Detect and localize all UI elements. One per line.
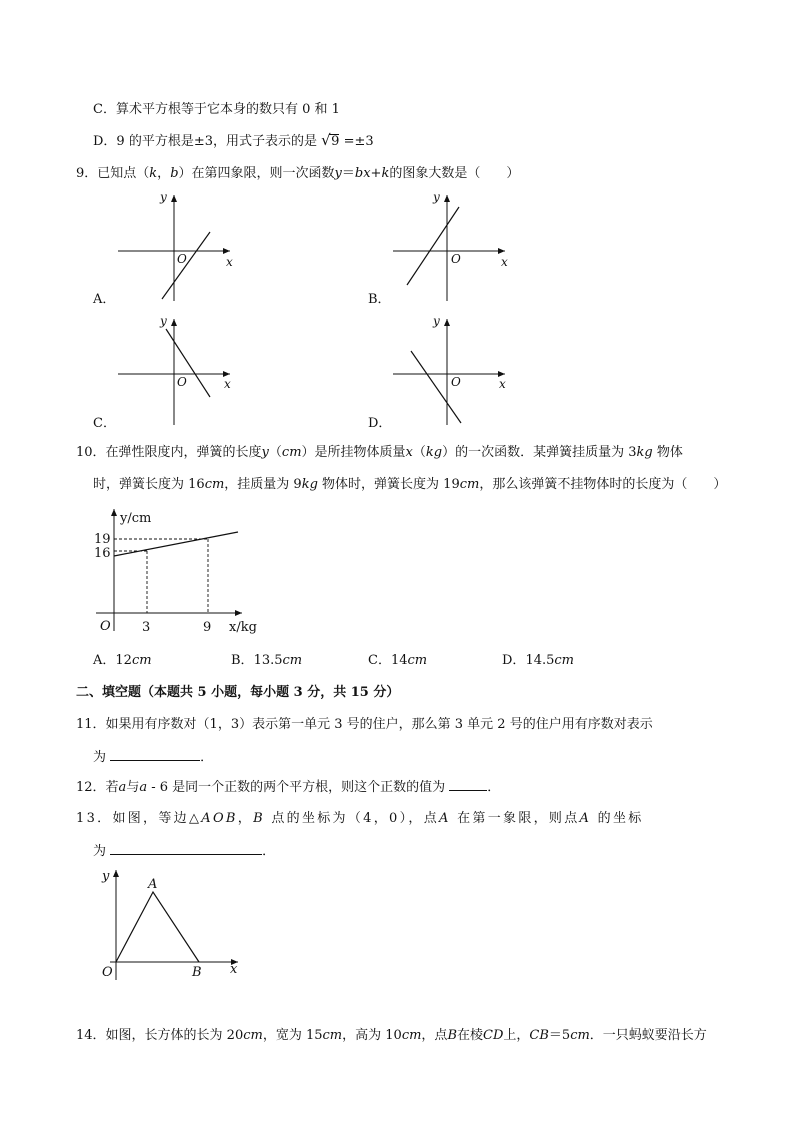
triangle-aob [116,892,199,962]
q9-var-b: b [170,166,179,181]
q8-option-d [93,133,374,151]
q13-text: ． [262,844,276,859]
origin-label: O [177,375,187,389]
function-line [114,532,238,556]
vertex-a-label: A [148,877,158,892]
q8-option-d-text: D．9 的平方根是±3，用式子表示的是 [93,134,317,149]
q13-point-a: A [579,811,592,826]
option-unit: cm [131,653,152,668]
x-label: x [499,377,506,391]
q12-var-a: a [118,780,127,795]
y-label: y [160,314,167,328]
q12-text: ． [487,780,501,795]
q10-text: （ [268,445,282,460]
y-axis-arrow [444,195,450,202]
q10-option-d [502,652,574,670]
q14-segment-cb: CB [529,1028,549,1043]
y-axis-arrow [111,509,117,516]
y-tick-label: 16 [94,546,111,561]
q14-text: ．一只蚂蚁要沿长方 [589,1028,707,1043]
q10-unit: kg [301,477,318,492]
x-axis-arrow [223,248,230,254]
y-axis-arrow [171,195,177,202]
q13-text: 的坐标 [591,811,644,826]
q9-expression: bx+k [354,166,390,181]
y-label: y [160,190,167,204]
q9-var-y: y [334,166,342,181]
q9-stem-part: 9．已知点（ [76,166,150,181]
option-value: 13.5 [253,653,283,668]
q12-stem [76,778,500,797]
q13-text: 13．如图，等边△ [76,811,202,826]
q11-stem: 11．如果用有序数对（1，3）表示第一单元 3 号的住户，那么第 3 单元 2 号的住户用有序数对表示 [76,717,653,732]
q14-edge-cd: CD [483,1028,504,1043]
function-line [166,329,210,397]
q10-text: ，挂质量为 9 [224,477,302,492]
x-tick-label: 9 [203,620,212,635]
q9-stem [76,165,519,183]
q9-stem-part: 的图象大数是（ ） [389,166,520,181]
q10-text: 时，弹簧长度为 16 [93,477,205,492]
q13-point-a: A [439,811,451,826]
q10-spring-graph [90,505,270,640]
q9-option-c-label: C． [93,416,116,431]
q13-answer-line [93,842,275,861]
option-unit: cm [407,653,428,668]
q14-text: ，高为 10 [342,1028,402,1043]
q13-text: 为 [93,844,107,859]
q14-text: 上， [503,1028,530,1043]
q10-text: ）是所挂物体质量 [301,445,406,460]
origin-label: O [100,619,111,634]
q10-text: ，那么该弹簧不挂物体时的长度为（ ） [479,477,727,492]
q9-graph-b [385,187,535,312]
q12-text: 与 [126,780,140,795]
option-letter: A． [93,653,116,668]
x-axis-label: x/kg [229,620,257,635]
q13-point-b: B [253,811,265,826]
vertex-b-label: B [192,965,202,980]
origin-label: O [451,375,461,389]
option-value: 14.5 [525,653,555,668]
q10-var-x: x [405,445,413,460]
q9-equals: ＝ [341,166,355,181]
q9-var-k: k [149,166,158,181]
q10-text: 物体时，弹簧长度为 19 [317,477,460,492]
y-axis-arrow [113,870,119,877]
y-axis-arrow [444,319,450,326]
origin-label: O [102,965,113,980]
q10-text: 10．在弹性限度内，弹簧的长度 [76,445,262,460]
q13-triangle-name: AOB [201,811,238,826]
q13-text: 点的坐标为（4，0），点 [264,811,439,826]
q11-text: ． [200,750,214,765]
q14-text: 14．如图，长方体的长为 20 [76,1028,244,1043]
q9-option-a-label: A． [93,292,116,307]
q14-stem [76,1027,707,1045]
sqrt-symbol: √ 9 [321,131,340,149]
q9-stem-part: ， [157,166,171,181]
origin-label: O [177,252,187,266]
origin-label: O [451,252,461,266]
y-label: y [433,190,440,204]
option-letter: C． [368,653,391,668]
option-value: 14 [390,653,408,668]
q10-unit: kg [636,445,653,460]
q11-text: 为 [93,750,107,765]
q8-option-c-text: C．算术平方根等于它本身的数只有 0 和 1 [93,102,340,117]
q14-point-b: B [447,1028,457,1043]
q10-option-b [231,652,302,670]
q10-unit: cm [204,477,225,492]
q9-graph-d [385,311,535,436]
x-label: x [501,255,508,269]
q10-text: （ [412,445,426,460]
q12-var-a: a [139,780,148,795]
option-unit: cm [282,653,303,668]
y-label: y [433,314,440,328]
q14-unit: cm [401,1028,422,1043]
y-tick-label: 19 [94,532,111,547]
q14-text: ，宽为 15 [262,1028,323,1043]
q14-text: ＝5 [548,1028,571,1043]
y-axis-arrow [171,319,177,326]
q14-unit: cm [243,1028,263,1043]
q13-text: ， [237,811,254,826]
x-label: x [226,255,233,269]
answer-blank[interactable] [110,842,262,855]
q10-var-y: y [261,445,269,460]
q10-stem-line2 [93,476,726,494]
q10-text: ）的一次函数．某弹簧挂质量为 3 [442,445,637,460]
q11-answer-line [93,748,213,767]
q10-unit: kg [425,445,443,460]
x-label: x [230,962,238,977]
q14-text: 在棱 [457,1028,484,1043]
x-axis-arrow [235,610,242,616]
x-tick-label: 3 [142,620,151,635]
option-value: 12 [115,653,132,668]
q10-text: 物体 [652,445,683,460]
q10-unit: cm [459,477,480,492]
option-letter: D． [502,653,526,668]
option-unit: cm [554,653,574,668]
q9-option-d-label: D． [368,416,392,431]
q14-unit: cm [322,1028,343,1043]
q12-text: - 6 是同一个正数的两个平方根，则这个正数的值为 [147,780,446,795]
q8-option-d-result: =±3 [343,134,374,149]
q13-text: 在第一象限，则点 [450,811,580,826]
answer-blank[interactable] [449,778,487,791]
radicand: 9 [331,134,340,149]
option-letter: B． [231,653,254,668]
q14-unit: cm [570,1028,590,1043]
q13-triangle-graph [96,866,256,986]
x-axis-arrow [498,248,505,254]
q10-stem-line1 [76,444,683,462]
q9-stem-part: ）在第四象限，则一次函数 [178,166,335,181]
q10-option-c [368,652,427,670]
answer-blank[interactable] [110,748,200,761]
function-line [407,207,459,285]
q13-stem-line1 [76,810,644,828]
q12-text: 12．若 [76,780,119,795]
q9-option-b-label: B． [368,292,391,307]
y-axis-label: y/cm [120,511,152,526]
section-title: 二、填空题（本题共 5 小题，每小题 3 分，共 15 分） [76,685,400,700]
q10-option-a [93,652,152,670]
y-label: y [102,869,110,884]
q8-option-c [93,101,340,119]
q9-graph-c [110,311,260,436]
q14-text: ，点 [421,1028,448,1043]
q10-unit: cm [281,445,302,460]
x-label: x [224,377,231,391]
q9-graph-a [110,187,260,312]
